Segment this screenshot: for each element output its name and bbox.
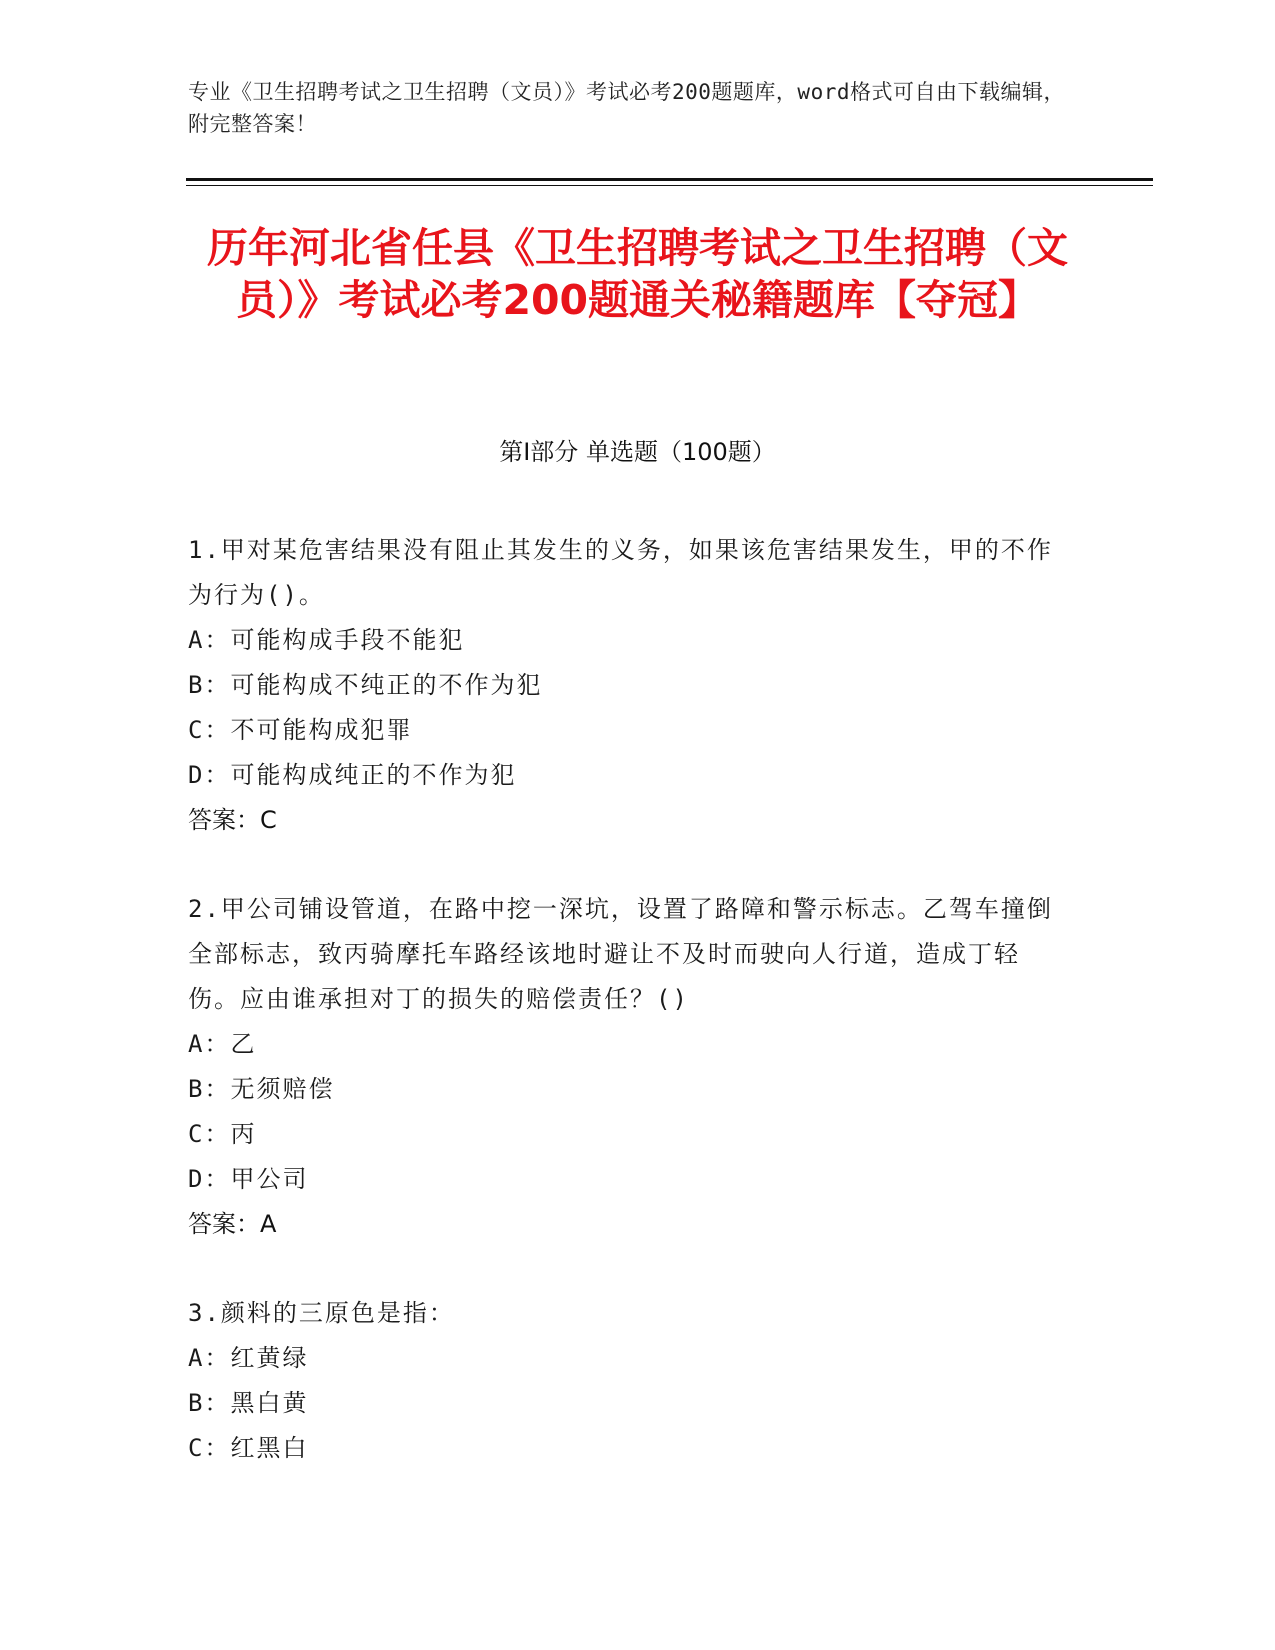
document-title: 历年河北省任县《卫生招聘考试之卫生招聘（文员）》考试必考200题通关秘籍题库【夺冠】 bbox=[207, 224, 1068, 324]
question-option: A：可能构成手段不能犯 bbox=[188, 626, 465, 654]
question-option: A：乙 bbox=[188, 1030, 257, 1058]
header-note: 专业《卫生招聘考试之卫生招聘（文员）》考试必考200题题库，word格式可自由下载编辑，附完整答案！ bbox=[188, 80, 1065, 136]
question-option: C：不可能构成犯罪 bbox=[188, 716, 413, 744]
question-option: D：甲公司 bbox=[188, 1165, 309, 1193]
question-stem: 3.颜料的三原色是指： bbox=[188, 1299, 455, 1327]
question-item bbox=[188, 1291, 1058, 1471]
question-stem: 1.甲对某危害结果没有阻止其发生的义务，如果该危害结果发生，甲的不作为行为()。 bbox=[188, 536, 1053, 609]
question-list bbox=[188, 528, 1058, 1515]
question-item bbox=[188, 887, 1058, 1247]
question-option: D：可能构成纯正的不作为犯 bbox=[188, 761, 517, 789]
question-answer: 答案：A bbox=[188, 1210, 277, 1238]
question-option: B：黑白黄 bbox=[188, 1389, 309, 1417]
question-option: A：红黄绿 bbox=[188, 1344, 309, 1372]
question-stem: 2.甲公司铺设管道，在路中挖一深坑，设置了路障和警示标志。乙驾车撞倒全部标志，致丙骑摩托车路经该地时避让不及时而驶向人行道，造成丁轻伤。应由谁承担对丁的损失的赔偿责任？() bbox=[188, 895, 1053, 1013]
header-divider-thick bbox=[186, 178, 1153, 181]
section-title: 第I部分 单选题（100题） bbox=[499, 438, 776, 466]
question-option: B：可能构成不纯正的不作为犯 bbox=[188, 671, 543, 699]
question-option: C：红黑白 bbox=[188, 1434, 309, 1462]
question-option: B：无须赔偿 bbox=[188, 1075, 335, 1103]
question-item bbox=[188, 528, 1058, 843]
question-option: C：丙 bbox=[188, 1120, 257, 1148]
header-divider-thin bbox=[186, 185, 1153, 186]
question-answer: 答案：C bbox=[188, 806, 277, 834]
